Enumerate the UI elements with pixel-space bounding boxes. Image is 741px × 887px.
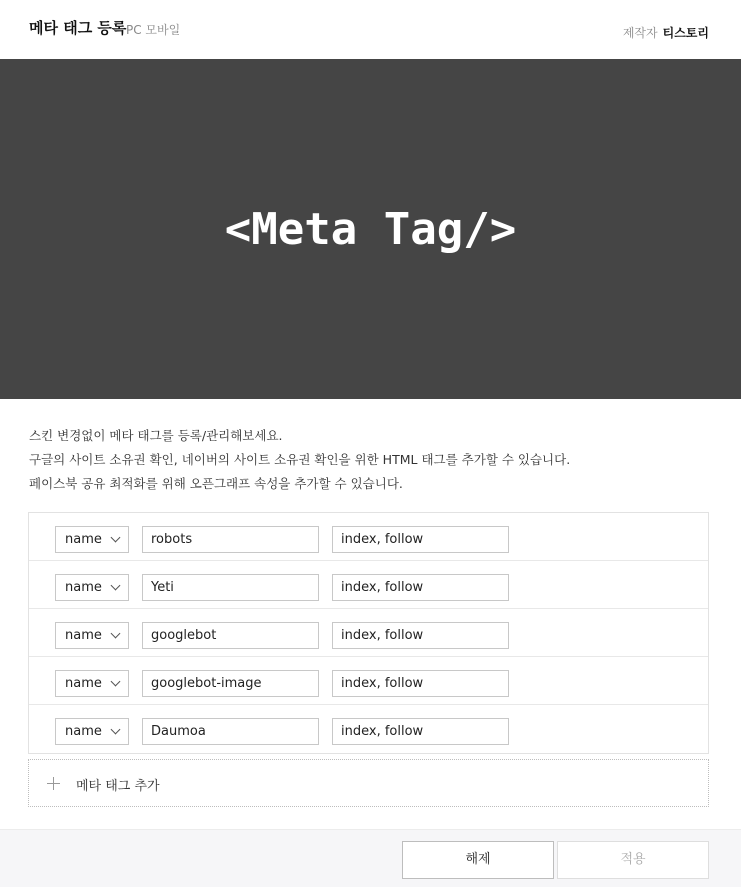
meta-tag-row — [29, 609, 708, 657]
chevron-down-icon — [111, 629, 121, 639]
meta-tag-row — [29, 561, 708, 609]
footer — [0, 829, 741, 887]
attribute-select[interactable] — [55, 718, 129, 745]
plus-icon — [47, 777, 60, 790]
description — [29, 424, 570, 496]
attribute-select-value: name — [65, 532, 102, 547]
content-input[interactable]: index, follow — [332, 574, 509, 601]
add-meta-tag-button[interactable] — [28, 759, 709, 807]
page-title: 메타 태그 등록 — [29, 19, 127, 37]
attribute-select-value: name — [65, 676, 102, 691]
meta-tag-list — [28, 512, 709, 754]
header — [0, 0, 741, 59]
chevron-down-icon — [111, 725, 121, 735]
add-meta-tag-label: 메타 태그 추가 — [76, 779, 160, 794]
attribute-select[interactable] — [55, 670, 129, 697]
attribute-select[interactable] — [55, 526, 129, 553]
content-input[interactable]: index, follow — [332, 526, 509, 553]
attribute-select-value: name — [65, 628, 102, 643]
attribute-select-value: name — [65, 580, 102, 595]
attribute-select[interactable] — [55, 574, 129, 601]
chevron-down-icon — [111, 677, 121, 687]
description-line: 스킨 변경없이 메타 태그를 등록/관리해보세요. — [29, 428, 283, 443]
banner — [0, 59, 741, 399]
meta-tag-row — [29, 705, 708, 753]
content-input[interactable]: index, follow — [332, 718, 509, 745]
name-input[interactable]: Daumoa — [142, 718, 319, 745]
platform-label: PC 모바일 — [126, 23, 181, 37]
maker-info — [623, 24, 709, 41]
description-line: 페이스북 공유 최적화를 위해 오픈그래프 속성을 추가할 수 있습니다. — [29, 476, 403, 491]
content-input[interactable]: index, follow — [332, 622, 509, 649]
reset-button[interactable]: 해제 — [402, 841, 554, 879]
banner-text: <Meta Tag/> — [224, 203, 517, 255]
maker-name: 티스토리 — [662, 26, 709, 40]
attribute-select-value: name — [65, 724, 102, 739]
meta-tag-row — [29, 513, 708, 561]
description-line: 구글의 사이트 소유권 확인, 네이버의 사이트 소유권 확인을 위한 HTML 태그를 추가할 수 있습니다. — [29, 452, 571, 467]
chevron-down-icon — [111, 581, 121, 591]
apply-button[interactable]: 적용 — [557, 841, 709, 879]
content-input[interactable]: index, follow — [332, 670, 509, 697]
maker-label: 제작자 — [622, 26, 658, 40]
attribute-select[interactable] — [55, 622, 129, 649]
name-input[interactable]: googlebot-image — [142, 670, 319, 697]
meta-tag-row — [29, 657, 708, 705]
name-input[interactable]: robots — [142, 526, 319, 553]
name-input[interactable]: googlebot — [142, 622, 319, 649]
name-input[interactable]: Yeti — [142, 574, 319, 601]
chevron-down-icon — [111, 533, 121, 543]
